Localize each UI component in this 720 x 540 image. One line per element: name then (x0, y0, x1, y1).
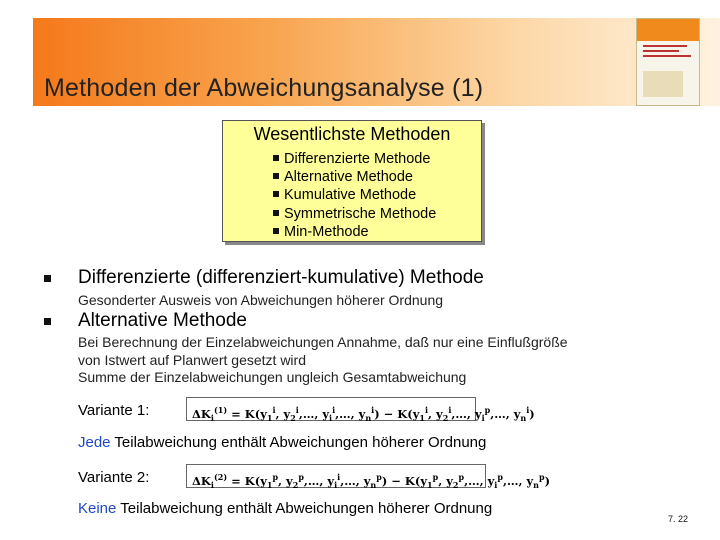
section2-heading: Alternative Methode (78, 310, 247, 331)
list-item: Symmetrische Methode (273, 205, 436, 223)
section1-heading: Differenzierte (differenziert-kumulative) Methode (78, 267, 484, 288)
variant1-formula: $\Delta K_i^{(1)} = K(y_1^i$, $y_2^i,\dots$, $y_i^i,\dots$, $y_n^i) - K(y_1^i$, $y_2^i,\dots$, $y_i^p,\dots$, $y_n^i$) (186, 397, 476, 421)
variant2-formula: $\Delta K_i^{(2)} = K(y_1^p$, $y_2^p,\dots$, $y_i^i,\dots$, $y_n^p) - K(y_1^p$, $y_2^p,\dots$, $y_i^p,\dots$, $y_n^p$) (186, 464, 486, 488)
page-number: 7. 22 (668, 514, 689, 524)
bullet-icon (273, 210, 279, 216)
variant1-label: Variante 1: (78, 402, 150, 419)
summary-box-heading: Wesentlichste Methoden (253, 124, 451, 144)
variant2-keyword: Keine (78, 500, 117, 517)
book-cover-icon (636, 18, 700, 106)
variant2-label: Variante 2: (78, 469, 150, 486)
list-item: Min-Methode (273, 223, 436, 241)
list-item: Differenzierte Methode (273, 150, 436, 168)
bullet-icon (273, 173, 279, 179)
summary-box-list (273, 150, 436, 241)
section1-text: Gesonderter Ausweis von Abweichungen höherer Ordnung (78, 292, 444, 308)
list-item: Alternative Methode (273, 168, 436, 186)
page-title: Methoden der Abweichungsanalyse (1) (44, 74, 484, 102)
variant1-keyword: Jede (78, 434, 111, 451)
bullet-icon (273, 155, 279, 161)
variant1-text: Jede Teilabweichung enthält Abweichungen höherer Ordnung (78, 434, 487, 451)
bullet-icon (44, 275, 51, 282)
bullet-icon (44, 318, 51, 325)
list-item: Kumulative Methode (273, 186, 436, 204)
variant2-text: Keine Teilabweichung enthält Abweichungen höherer Ordnung (78, 500, 493, 517)
section2-text: Bei Berechnung der Einzelabweichungen Annahme, daß nur eine Einflußgröße von Istwert auf Planwert gesetzt wird Summe der Einzelabweichungen ungleich Gesamtabweichung (78, 334, 568, 385)
methods-summary-box (222, 120, 482, 242)
bullet-icon (273, 191, 279, 197)
bullet-icon (273, 228, 279, 234)
